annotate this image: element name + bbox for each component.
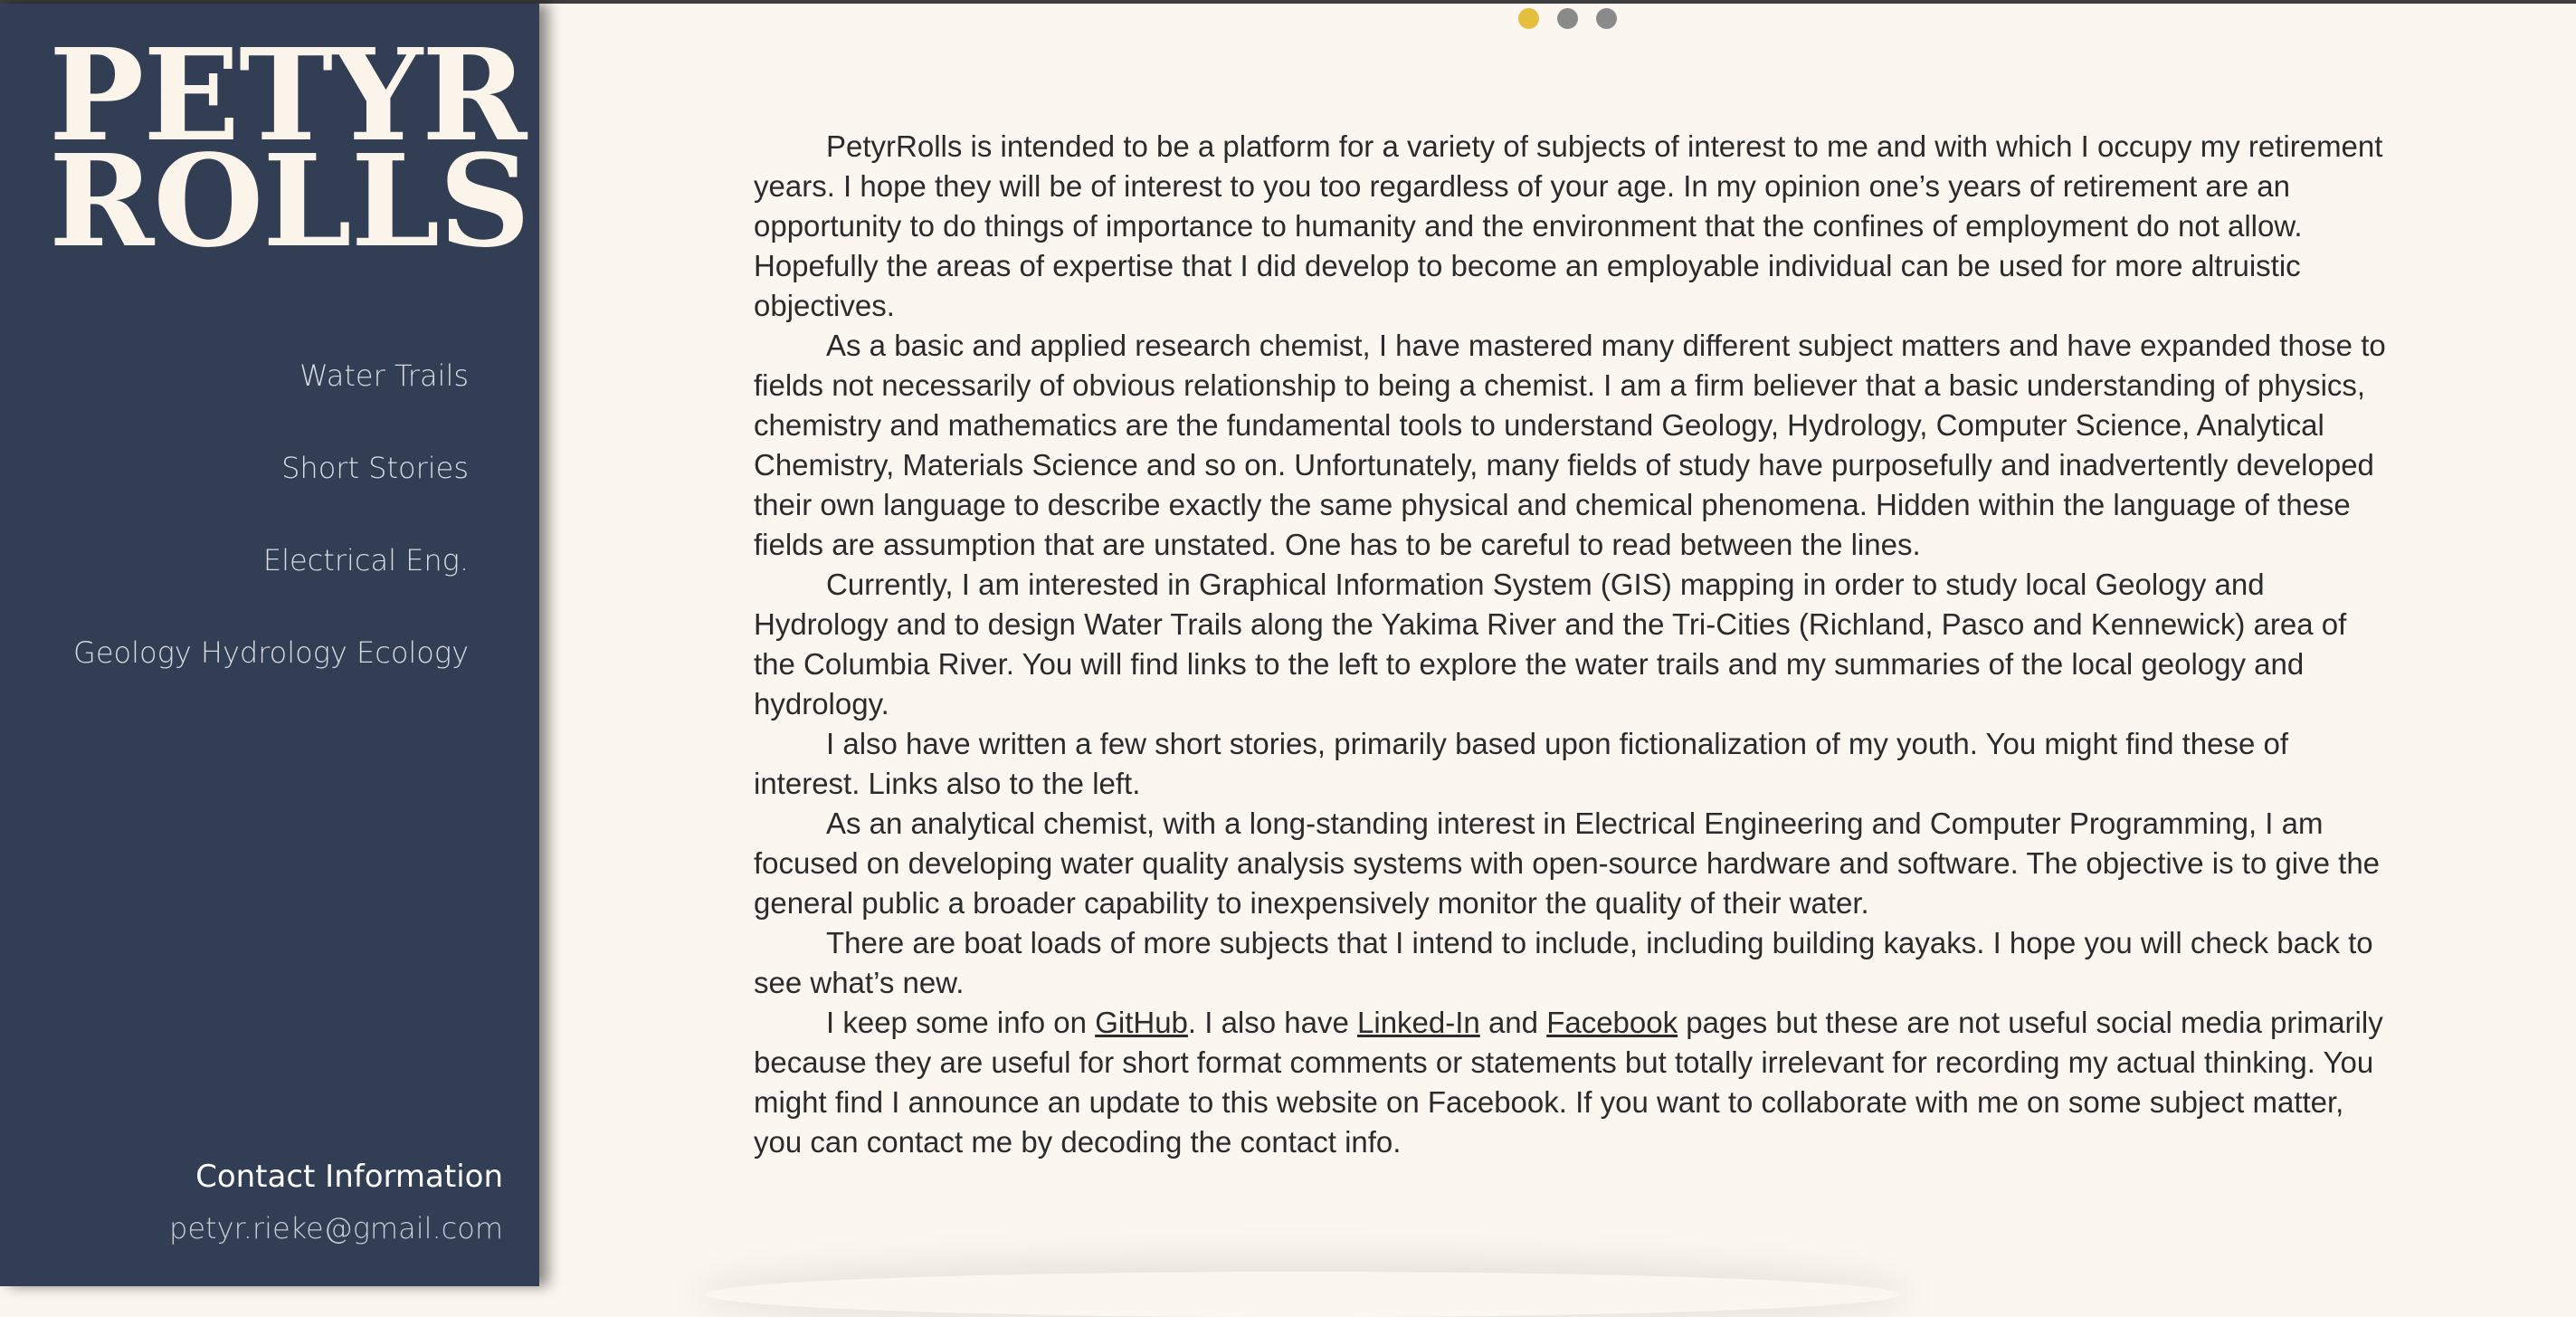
nav-link-geology-hydrology-ecology[interactable]: Geology Hydrology Ecology bbox=[73, 635, 469, 670]
p7-text-3: and bbox=[1479, 1006, 1547, 1039]
slider-dot-3[interactable] bbox=[1596, 8, 1617, 29]
contact-title: Contact Information bbox=[195, 1159, 503, 1195]
sidebar bbox=[0, 4, 539, 1286]
slider-dot-2[interactable] bbox=[1557, 8, 1578, 29]
nav-link-short-stories[interactable]: Short Stories bbox=[281, 451, 469, 485]
intro-paragraph-5: As an analytical chemist, with a long-standing interest in Electrical Engineering and Computer Programming, I am focused on developing water quality analysis systems with open-source hardware and software. The objective is to give the general public a broader capability to inexpensively monitor the quality of their water. bbox=[754, 806, 2381, 920]
intro-paragraph-4: I also have written a few short stories, primarily based upon fictionalization of my youth. You might find these of interest. Links also to the left. bbox=[754, 727, 2289, 800]
site-logo[interactable] bbox=[49, 22, 530, 276]
facebook-link[interactable]: Facebook bbox=[1546, 1006, 1678, 1039]
intro-text bbox=[754, 127, 2391, 1162]
p7-text-1: I keep some info on bbox=[826, 1006, 1096, 1039]
github-link[interactable]: GitHub bbox=[1095, 1006, 1188, 1039]
contact-email-link[interactable]: petyr.rieke@gmail.com bbox=[169, 1211, 503, 1245]
linkedin-link[interactable]: Linked-In bbox=[1357, 1006, 1480, 1039]
page-bottom-shadow bbox=[706, 1272, 1900, 1317]
slider-dot-1[interactable] bbox=[1518, 8, 1539, 29]
logo-line-1: PETYR bbox=[49, 22, 527, 170]
intro-paragraph-3: Currently, I am interested in Graphical Information System (GIS) mapping in order to study local Geology and Hydrology and to design Water Trails along the Yakima River and the Tri-Cities (Richland, Pasco and Kennewick) area of the Columbia River. You will find links to the left to explore the water trails and my summaries of the local geology and hydrology. bbox=[754, 568, 2347, 721]
intro-paragraph-2: As a basic and applied research chemist, I have mastered many different subject matters and have expanded those to fields not necessarily of obvious relationship to being a chemist. I am a firm believer that a basic understanding of physics, chemistry and mathematics are the fundamental tools to understand Geology, Hydrology, Computer Science, Analytical Chemistry, Materials Science and so on. Unfortunately, many fields of study have purposefully and inadvertently developed their own language to describe exactly the same physical and chemical phenomena. Hidden within the language of these fields are assumption that are unstated. One has to be careful to read between the lines. bbox=[754, 329, 2386, 561]
nav-link-water-trails[interactable]: Water Trails bbox=[299, 358, 469, 393]
nav-link-electrical-eng[interactable]: Electrical Eng. bbox=[262, 543, 469, 577]
contact-info bbox=[169, 1153, 503, 1256]
intro-paragraph-7 bbox=[754, 1003, 2391, 1162]
sidebar-nav bbox=[73, 329, 469, 699]
p7-text-2: . I also have bbox=[1187, 1006, 1358, 1039]
intro-paragraph-6: There are boat loads of more subjects that I intend to include, including building kayaks. I hope you will check back to see what’s new. bbox=[754, 926, 2373, 999]
logo-line-2: ROLLS bbox=[49, 128, 530, 276]
intro-paragraph-1: PetyrRolls is intended to be a platform for a variety of subjects of interest to me and with which I occupy my retirement years. I hope they will be of interest to you too regardless of your age. In my opinion one’s years of retirement are an opportunity to do things of importance to humanity and the environment that the confines of employment do not allow. Hopefully the areas of expertise that I did develop to become an employable individual can be used for more altruistic objectives. bbox=[754, 129, 2383, 322]
p7-text-4: pages but these are not useful social media primarily because they are useful for short format comments or statements but totally irrelevant for recording my actual thinking. You might find I announce an update to this website on Facebook. If you want to collaborate with me on some subject matter, you can contact me by decoding the contact info. bbox=[754, 1006, 2383, 1159]
slider-dots bbox=[1518, 8, 1617, 29]
